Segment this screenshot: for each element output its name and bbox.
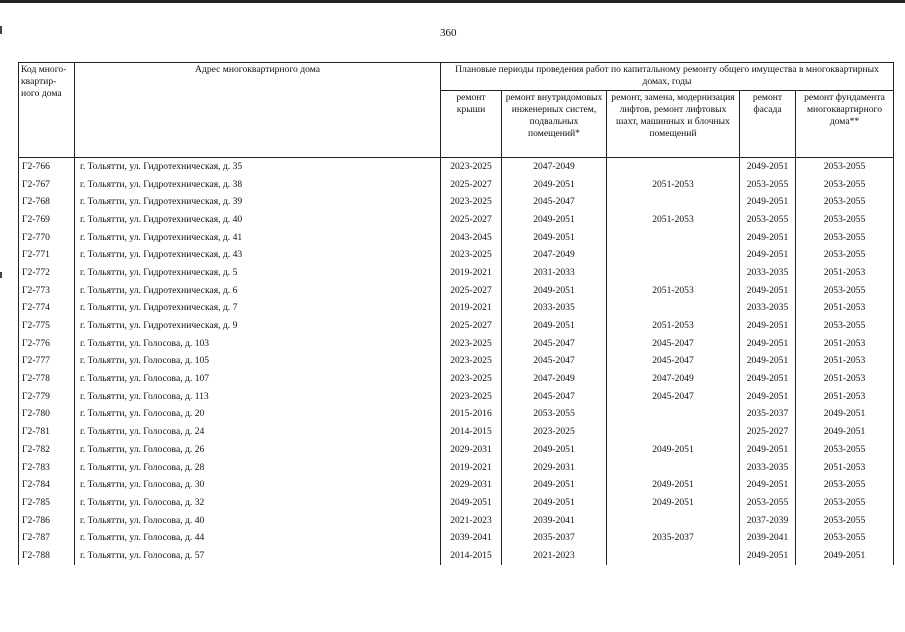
table-row xyxy=(19,547,894,565)
cell-elevators: 2051-2053 xyxy=(607,211,740,229)
table-row xyxy=(19,529,894,547)
cell-roof: 2025-2027 xyxy=(441,282,502,300)
page-number: 360 xyxy=(440,27,457,39)
cell-elevators: 2051-2053 xyxy=(607,282,740,300)
cell-roof: 2025-2027 xyxy=(441,176,502,194)
table-row xyxy=(19,193,894,211)
cell-engineering: 2031-2033 xyxy=(502,264,607,282)
cell-foundation: 2051-2053 xyxy=(796,300,894,318)
cell-code: Г2-771 xyxy=(19,246,75,264)
cell-elevators: 2049-2051 xyxy=(607,494,740,512)
cell-elevators xyxy=(607,264,740,282)
cell-facade: 2049-2051 xyxy=(740,193,796,211)
header-elevators: ремонт, замена, модернизация лифтов, ремонт лифтовых шахт, машинных и блочных помещений xyxy=(607,91,740,158)
cell-address: г. Тольятти, ул. Голосова, д. 20 xyxy=(75,406,441,424)
cell-address: г. Тольятти, ул. Голосова, д. 24 xyxy=(75,423,441,441)
cell-engineering: 2047-2049 xyxy=(502,370,607,388)
cell-engineering: 2049-2051 xyxy=(502,176,607,194)
cell-roof: 2043-2045 xyxy=(441,229,502,247)
cell-elevators: 2035-2037 xyxy=(607,529,740,547)
cell-code: Г2-783 xyxy=(19,459,75,477)
cell-facade: 2049-2051 xyxy=(740,229,796,247)
cell-address: г. Тольятти, ул. Гидротехническая, д. 7 xyxy=(75,300,441,318)
cell-foundation: 2053-2055 xyxy=(796,494,894,512)
cell-facade: 2035-2037 xyxy=(740,406,796,424)
cell-address: г. Тольятти, ул. Гидротехническая, д. 9 xyxy=(75,317,441,335)
cell-foundation: 2053-2055 xyxy=(796,176,894,194)
cell-roof: 2014-2015 xyxy=(441,547,502,565)
table-row xyxy=(19,317,894,335)
table-row xyxy=(19,512,894,530)
cell-engineering: 2049-2051 xyxy=(502,229,607,247)
cell-code: Г2-778 xyxy=(19,370,75,388)
cell-address: г. Тольятти, ул. Гидротехническая, д. 6 xyxy=(75,282,441,300)
table-row xyxy=(19,423,894,441)
cell-facade: 2053-2055 xyxy=(740,176,796,194)
cell-elevators xyxy=(607,423,740,441)
cell-code: Г2-788 xyxy=(19,547,75,565)
cell-engineering: 2029-2031 xyxy=(502,459,607,477)
cell-elevators xyxy=(607,158,740,176)
cell-foundation: 2049-2051 xyxy=(796,547,894,565)
cell-roof: 2023-2025 xyxy=(441,370,502,388)
table-row xyxy=(19,476,894,494)
cell-address: г. Тольятти, ул. Голосова, д. 107 xyxy=(75,370,441,388)
cell-address: г. Тольятти, ул. Голосова, д. 26 xyxy=(75,441,441,459)
margin-mark xyxy=(0,272,2,278)
table-row xyxy=(19,264,894,282)
cell-roof: 2023-2025 xyxy=(441,193,502,211)
cell-facade: 2025-2027 xyxy=(740,423,796,441)
table-row xyxy=(19,211,894,229)
cell-roof: 2025-2027 xyxy=(441,317,502,335)
table-row xyxy=(19,353,894,371)
cell-code: Г2-773 xyxy=(19,282,75,300)
cell-address: г. Тольятти, ул. Голосова, д. 40 xyxy=(75,512,441,530)
cell-roof: 2014-2015 xyxy=(441,423,502,441)
header-engineering: ремонт внутридомовых инженерных систем, подвальных помещений* xyxy=(502,91,607,158)
cell-engineering: 2045-2047 xyxy=(502,193,607,211)
cell-engineering: 2023-2025 xyxy=(502,423,607,441)
cell-foundation: 2053-2055 xyxy=(796,476,894,494)
cell-engineering: 2049-2051 xyxy=(502,441,607,459)
cell-engineering: 2047-2049 xyxy=(502,246,607,264)
cell-address: г. Тольятти, ул. Гидротехническая, д. 41 xyxy=(75,229,441,247)
cell-foundation: 2053-2055 xyxy=(796,282,894,300)
cell-address: г. Тольятти, ул. Гидротехническая, д. 5 xyxy=(75,264,441,282)
cell-engineering: 2033-2035 xyxy=(502,300,607,318)
cell-engineering: 2049-2051 xyxy=(502,476,607,494)
cell-address: г. Тольятти, ул. Гидротехническая, д. 43 xyxy=(75,246,441,264)
cell-address: г. Тольятти, ул. Гидротехническая, д. 40 xyxy=(75,211,441,229)
cell-foundation: 2053-2055 xyxy=(796,512,894,530)
table-row xyxy=(19,300,894,318)
table-row xyxy=(19,229,894,247)
cell-foundation: 2051-2053 xyxy=(796,335,894,353)
cell-address: г. Тольятти, ул. Голосова, д. 103 xyxy=(75,335,441,353)
table-row xyxy=(19,335,894,353)
cell-facade: 2037-2039 xyxy=(740,512,796,530)
capital-repair-table xyxy=(18,62,894,565)
top-rule xyxy=(0,0,905,3)
cell-code: Г2-774 xyxy=(19,300,75,318)
cell-elevators xyxy=(607,300,740,318)
cell-address: г. Тольятти, ул. Голосова, д. 30 xyxy=(75,476,441,494)
cell-code: Г2-787 xyxy=(19,529,75,547)
cell-foundation: 2053-2055 xyxy=(796,441,894,459)
cell-facade: 2033-2035 xyxy=(740,459,796,477)
cell-roof: 2015-2016 xyxy=(441,406,502,424)
margin-mark xyxy=(0,26,2,34)
cell-address: г. Тольятти, ул. Гидротехническая, д. 38 xyxy=(75,176,441,194)
table-row xyxy=(19,388,894,406)
cell-elevators xyxy=(607,547,740,565)
cell-roof: 2023-2025 xyxy=(441,353,502,371)
cell-address: г. Тольятти, ул. Голосова, д. 44 xyxy=(75,529,441,547)
cell-roof: 2019-2021 xyxy=(441,264,502,282)
cell-elevators xyxy=(607,459,740,477)
cell-foundation: 2053-2055 xyxy=(796,529,894,547)
cell-elevators: 2051-2053 xyxy=(607,317,740,335)
cell-code: Г2-767 xyxy=(19,176,75,194)
cell-code: Г2-769 xyxy=(19,211,75,229)
cell-foundation: 2053-2055 xyxy=(796,246,894,264)
header-address: Адрес многоквартирного дома xyxy=(75,63,441,158)
cell-facade: 2053-2055 xyxy=(740,494,796,512)
header-facade: ремонт фасада xyxy=(740,91,796,158)
table-body xyxy=(19,158,894,565)
cell-facade: 2039-2041 xyxy=(740,529,796,547)
cell-facade: 2049-2051 xyxy=(740,353,796,371)
cell-engineering: 2049-2051 xyxy=(502,317,607,335)
table-row xyxy=(19,441,894,459)
cell-address: г. Тольятти, ул. Голосова, д. 105 xyxy=(75,353,441,371)
cell-code: Г2-786 xyxy=(19,512,75,530)
cell-roof: 2019-2021 xyxy=(441,300,502,318)
cell-roof: 2023-2025 xyxy=(441,158,502,176)
cell-engineering: 2039-2041 xyxy=(502,512,607,530)
cell-facade: 2049-2051 xyxy=(740,388,796,406)
cell-roof: 2023-2025 xyxy=(441,388,502,406)
cell-code: Г2-785 xyxy=(19,494,75,512)
cell-roof: 2029-2031 xyxy=(441,441,502,459)
cell-facade: 2049-2051 xyxy=(740,441,796,459)
cell-address: г. Тольятти, ул. Гидротехническая, д. 35 xyxy=(75,158,441,176)
header-planned-periods: Плановые периоды проведения работ по капитальному ремонту общего имущества в многоквартирных домах, годы xyxy=(441,63,894,91)
cell-elevators: 2045-2047 xyxy=(607,388,740,406)
cell-roof: 2049-2051 xyxy=(441,494,502,512)
table-row xyxy=(19,282,894,300)
cell-code: Г2-776 xyxy=(19,335,75,353)
cell-facade: 2049-2051 xyxy=(740,317,796,335)
cell-roof: 2021-2023 xyxy=(441,512,502,530)
cell-code: Г2-780 xyxy=(19,406,75,424)
cell-facade: 2049-2051 xyxy=(740,547,796,565)
cell-elevators: 2045-2047 xyxy=(607,353,740,371)
cell-elevators xyxy=(607,406,740,424)
cell-facade: 2049-2051 xyxy=(740,476,796,494)
table-row xyxy=(19,176,894,194)
cell-elevators: 2051-2053 xyxy=(607,176,740,194)
cell-facade: 2049-2051 xyxy=(740,335,796,353)
cell-engineering: 2049-2051 xyxy=(502,211,607,229)
cell-code: Г2-768 xyxy=(19,193,75,211)
cell-facade: 2049-2051 xyxy=(740,282,796,300)
cell-facade: 2053-2055 xyxy=(740,211,796,229)
cell-elevators xyxy=(607,229,740,247)
cell-foundation: 2051-2053 xyxy=(796,353,894,371)
cell-code: Г2-784 xyxy=(19,476,75,494)
cell-engineering: 2045-2047 xyxy=(502,388,607,406)
cell-engineering: 2049-2051 xyxy=(502,494,607,512)
cell-code: Г2-775 xyxy=(19,317,75,335)
cell-code: Г2-777 xyxy=(19,353,75,371)
cell-roof: 2029-2031 xyxy=(441,476,502,494)
cell-engineering: 2021-2023 xyxy=(502,547,607,565)
cell-roof: 2023-2025 xyxy=(441,246,502,264)
cell-elevators: 2047-2049 xyxy=(607,370,740,388)
cell-engineering: 2045-2047 xyxy=(502,353,607,371)
table-row xyxy=(19,459,894,477)
cell-engineering: 2047-2049 xyxy=(502,158,607,176)
cell-code: Г2-779 xyxy=(19,388,75,406)
cell-elevators: 2049-2051 xyxy=(607,476,740,494)
cell-foundation: 2049-2051 xyxy=(796,406,894,424)
cell-roof: 2023-2025 xyxy=(441,335,502,353)
cell-foundation: 2051-2053 xyxy=(796,459,894,477)
cell-code: Г2-766 xyxy=(19,158,75,176)
cell-foundation: 2053-2055 xyxy=(796,158,894,176)
cell-address: г. Тольятти, ул. Гидротехническая, д. 39 xyxy=(75,193,441,211)
cell-elevators xyxy=(607,193,740,211)
cell-engineering: 2035-2037 xyxy=(502,529,607,547)
table-row xyxy=(19,246,894,264)
cell-engineering: 2045-2047 xyxy=(502,335,607,353)
table-row xyxy=(19,494,894,512)
cell-facade: 2049-2051 xyxy=(740,158,796,176)
table-row xyxy=(19,406,894,424)
cell-engineering: 2049-2051 xyxy=(502,282,607,300)
cell-foundation: 2053-2055 xyxy=(796,229,894,247)
cell-foundation: 2049-2051 xyxy=(796,423,894,441)
cell-facade: 2033-2035 xyxy=(740,300,796,318)
cell-facade: 2049-2051 xyxy=(740,246,796,264)
cell-engineering: 2053-2055 xyxy=(502,406,607,424)
cell-elevators: 2045-2047 xyxy=(607,335,740,353)
cell-facade: 2049-2051 xyxy=(740,370,796,388)
table-row xyxy=(19,158,894,176)
cell-code: Г2-770 xyxy=(19,229,75,247)
cell-foundation: 2053-2055 xyxy=(796,317,894,335)
header-roof: ремонт крыши xyxy=(441,91,502,158)
cell-elevators xyxy=(607,246,740,264)
table-row xyxy=(19,370,894,388)
cell-roof: 2039-2041 xyxy=(441,529,502,547)
cell-elevators xyxy=(607,512,740,530)
cell-facade: 2033-2035 xyxy=(740,264,796,282)
cell-foundation: 2053-2055 xyxy=(796,193,894,211)
cell-address: г. Тольятти, ул. Голосова, д. 57 xyxy=(75,547,441,565)
cell-roof: 2025-2027 xyxy=(441,211,502,229)
cell-code: Г2-772 xyxy=(19,264,75,282)
cell-address: г. Тольятти, ул. Голосова, д. 28 xyxy=(75,459,441,477)
cell-foundation: 2051-2053 xyxy=(796,388,894,406)
cell-address: г. Тольятти, ул. Голосова, д. 32 xyxy=(75,494,441,512)
cell-address: г. Тольятти, ул. Голосова, д. 113 xyxy=(75,388,441,406)
cell-foundation: 2051-2053 xyxy=(796,370,894,388)
cell-foundation: 2051-2053 xyxy=(796,264,894,282)
cell-code: Г2-781 xyxy=(19,423,75,441)
cell-code: Г2-782 xyxy=(19,441,75,459)
header-foundation: ремонт фундамента многоквартирного дома** xyxy=(796,91,894,158)
cell-roof: 2019-2021 xyxy=(441,459,502,477)
cell-foundation: 2053-2055 xyxy=(796,211,894,229)
cell-elevators: 2049-2051 xyxy=(607,441,740,459)
header-code: Код много-квартир-ного дома xyxy=(19,63,75,158)
